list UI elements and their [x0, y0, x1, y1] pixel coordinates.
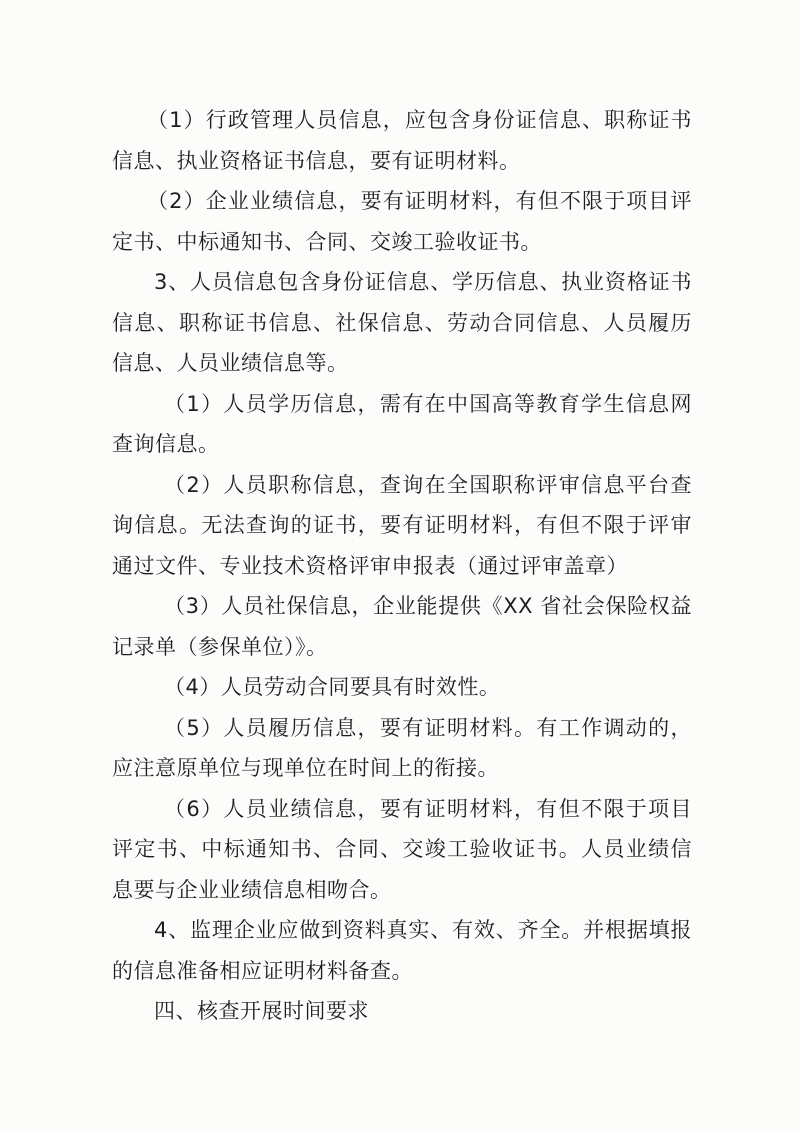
paragraph-education-info: （1）人员学历信息，需有在中国高等教育学生信息网查询信息。: [112, 391, 692, 456]
paragraph-personnel-performance: （6）人员业绩信息，要有证明材料，有但不限于项目评定书、中标通知书、合同、交竣工验收证书。人员业绩信息要与企业业绩信息相吻合。: [112, 796, 692, 902]
paragraph-supervision-requirements: 4、监理企业应做到资料真实、有效、齐全。并根据填报的信息准备相应证明材料备查。: [112, 918, 692, 983]
section-heading-schedule: 四、核查开展时间要求: [154, 999, 369, 1023]
paragraph-resume-info: （5）人员履历信息，要有证明材料。有工作调动的，应注意原单位与现单位在时间上的衔接。: [112, 715, 692, 780]
paragraph-admin-staff-info: （1）行政管理人员信息，应包含身份证信息、职称证书信息、执业资格证书信息，要有证明材料。: [112, 108, 692, 173]
paragraph-title-info: （2）人员职称信息，查询在全国职称评审信息平台查询信息。无法查询的证书，要有证明材料，有但不限于评审通过文件、专业技术资格评审申报表（通过评审盖章）: [112, 472, 692, 578]
document-body: [112, 100, 692, 1032]
paragraph-personnel-info: 3、人员信息包含身份证信息、学历信息、执业资格证书信息、职称证书信息、社保信息、劳动合同信息、人员履历信息、人员业绩信息等。: [112, 270, 692, 375]
paragraph-labor-contract: （4）人员劳动合同要具有时效性。: [164, 675, 501, 699]
paragraph-company-performance: （2）企业业绩信息，要有证明材料，有但不限于项目评定书、中标通知书、合同、交竣工验收证书。: [112, 189, 692, 254]
paragraph-social-security-info: （3）人员社保信息，企业能提供《XX 省社会保险权益记录单（参保单位）》。: [112, 594, 692, 659]
